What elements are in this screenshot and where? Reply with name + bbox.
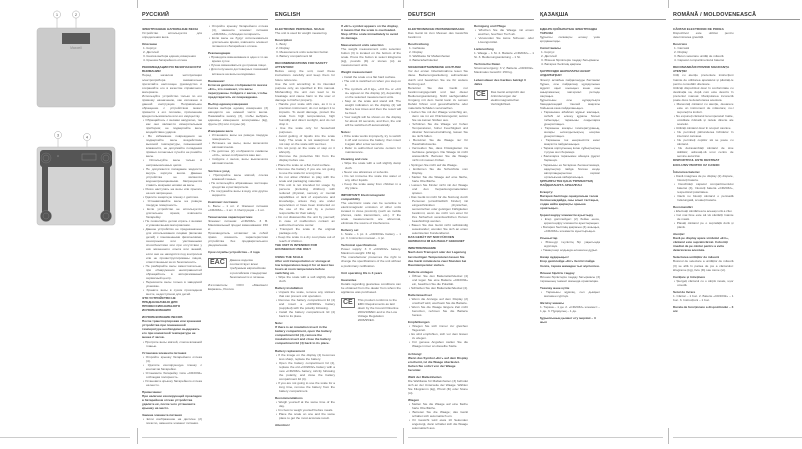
list-item: • Проводите взвешивание в одно и то же время суток. (209, 55, 268, 64)
list-item: • Не разбирайте весы самостоятельно, при обнаружении неисправностей обращайтесь в авторизованный сервисный центр. (143, 263, 202, 280)
list-item: • Не используйте абразивные чистящие средства и растворители. (209, 180, 268, 189)
list-item: 4. Battery compartment lid (276, 54, 313, 59)
section-heading: Measurement units selection (341, 43, 384, 48)
paragraph: Перед началом эксплуатации электроприбора внимательно прочитайте настоящее руководство и сохраняйте его в качестве справочного материала. (142, 73, 202, 94)
section-heading: Описание (142, 42, 158, 47)
list-item: • Установите весы на ровную твердую поверхность. (209, 133, 268, 142)
certification-text: Das Gerät entspricht den Anforderungen der elektromagnetischen Verträglichkeit. (490, 89, 526, 106)
list-item: • The symbols «0.0 kg», «0.0 lb» or «0.0 st» appear on the display (2), depending on the selected measurement units. (342, 86, 401, 99)
list-item: • Ihr Gewicht wird etwa 10 Sekunden angezeigt, dann schaltet sich die Waage automatisch aus. (409, 418, 468, 431)
section-heading: Delivery set (341, 228, 359, 233)
list-item: • Егер дисплейдегі (2) бейне өшсе, қоректендіру элементін ауыстырыңыз. (541, 217, 600, 226)
section-heading: Achtung! (408, 351, 422, 356)
paragraph: Электр аспабын пайдалануды бастамас бұрын, осы пайдалану нұсқаулығын мұқият оқып шығыңыз және оны анықтамалық материал ретінде сақтаңыз. (540, 77, 600, 98)
section-title: ENGLISH (275, 11, 401, 20)
paragraph: The manufacturer preserves the right to change the specifications of the unit without a preliminary notification. (341, 255, 401, 268)
section-heading: ИСПОЛЬЗОВАНИЕ ВЕСОВ (142, 315, 183, 320)
section-heading: Технические характеристики (208, 214, 253, 219)
list-item: 4. Крышка батарейного отсека (143, 58, 187, 63)
list-item: • Wenn die Anzeige auf dem Display (2) unscharf wird, wechseln Sie die Batterie. (409, 296, 468, 305)
list-item: • Never use abrasives or solvents. (342, 169, 389, 174)
list-item: • Таразыны тек өнеркәсіптік емес мақсатта пайдаланыңыз. (541, 138, 600, 147)
section-title: ҚАЗАҚША (540, 11, 666, 20)
list-item: • Step on the scale and stand still. The weight indication on the display (2) will flash a few times and then the result will be fixed. (342, 98, 401, 115)
list-item: • Лучше взвешиваться до приема пищи. (209, 63, 267, 68)
section-body (142, 24, 268, 432)
certification-mark (474, 90, 534, 106)
paragraph: Die Wahltaste für Maßeinheiten (3) befindet sich an der Unterseite der Waage. Wählen Sie Kilogramm (kg), Pfund (lb) oder Stone (st). (408, 378, 468, 395)
certification-mark (341, 298, 401, 322)
section-heading: Batteriewechsel (408, 292, 432, 297)
section-heading: Durata de funcționare a dispozitivului – 3 ani (673, 304, 734, 313)
list-item: 2. Display (409, 50, 423, 55)
paragraph: 1. Тараза – 1 дн. 2. «CR2032» элементі – 1 дн. 3. Нұсқаулық – 1 дн. (540, 304, 600, 313)
bold-notice: ЭТО УСТРОЙСТВО НЕ ПРЕДНАЗНАЧЕНО ДЛЯ ПРОФЕССИОНАЛЬНОГО ИСПОЛЬЗОВАНИЯ (142, 296, 181, 313)
paragraph: Құрылғыны осы нұсқаулықта баяндалғандай тікелей мақсаты бойынша ғана пайдаланыңыз. (540, 97, 600, 110)
paragraph: Power supply: 3 V «CR2032» battery. Maximum weight: 150 kg. (341, 247, 401, 256)
list-item: 1. Body (276, 42, 287, 47)
section-heading: IMPORTANT! Electromagnetic compatibility (341, 192, 386, 201)
list-item: • Если весы не будут использоваться длительное время, извлеките элемент питания из батарейного отсека. (209, 36, 268, 49)
list-item: • Keep the scale in a dry cool place out of reach of children. (276, 235, 335, 244)
page-divider (137, 0, 138, 8)
section-heading: Battery installation (275, 285, 303, 290)
section-heading: Setul de livrare (673, 289, 696, 294)
section-heading: Cleaning and care (341, 157, 368, 162)
certification-logo-icon: CE (476, 90, 486, 98)
paragraph: Производитель оставляет за собой право изменять характеристики устройства без предварительного уведомления. (208, 231, 268, 248)
page-divider (668, 428, 669, 444)
list-item: • Weigh yourself at the same time of the day. (276, 400, 335, 409)
section-heading: Замена элемента питания (142, 413, 182, 418)
list-item: • Schließen Sie den Batteriefachdeckel (4). (409, 285, 468, 290)
section-heading: Technische Daten (474, 62, 501, 67)
section-heading: Lieferumfang (474, 47, 494, 52)
list-item: • Utilizați cântarul doar în scopuri casnice. (674, 126, 732, 131)
list-item: • Устанавливайте весы на ровную твердую поверхность. (143, 198, 202, 207)
section-heading: Примечание: (142, 390, 162, 395)
list-item: • It is best to weigh yourself before meals. (276, 408, 334, 413)
list-item: • Протирайте весы мягкой, слегка влажной тканью. (209, 172, 268, 181)
section-heading: Өлшем бірлігін таңдау (540, 270, 575, 275)
paragraph: Utilizați dispozitivul doar în conformitate cu destinația sa, după cum este descris în prezentul manual. Manipularea incorectă poate duce la deteriorarea acestuia. (673, 85, 734, 102)
list-item: • Таразыны жұмсақ, сәл дымқыл матамен сүртіңіз. (541, 289, 600, 298)
page-divider (668, 0, 669, 8)
bold-notice: Nach dem Transport oder der Lagerung bei niedrigen Temperaturen lassen Sie das Gerät mindestens zwei Stunden bei Raumtemperatur stehen. (408, 250, 467, 267)
list-item: • Используйте весы только в непромышленных целях. (143, 158, 202, 167)
list-item: • Wiegen Sie sich immer zur gleichen Tageszeit. (409, 324, 468, 333)
page-divider (137, 428, 138, 444)
list-item: • Nu permiteți pătrunderea lichidelor în interiorul carcasei. (674, 130, 734, 139)
list-item: • Schützen Sie die Waage vor hohen Temperaturen, hoher Feuchtigkeit und direkter Sonneneinstrahlung, lassen Sie sie nicht fallen. (409, 122, 468, 139)
paragraph: Кнопка выбора единиц измерения (3) находится на нижней части весов. Нажимайте кнопку (3), чтобы выбрать единицы измерения: килограммы (kg), фунты (lb) или стоуны (st). (208, 105, 268, 127)
section-heading: Lebensdauer des Gerätes beträgt 3 Jahre (474, 77, 526, 86)
bold-notice: После транспортировки или хранения устройства при пониженной температуре необходимо выдержать его при комнатной температуре не менее 2 часов. (142, 319, 202, 340)
list-item: 3. Wahltaste für Maßeinheiten (409, 54, 451, 59)
section-heading: Recomandări (673, 204, 693, 209)
list-item: • Gehen Sie mit der Waage vorsichtig um, denn sie ist ein Präzisionsgerät; setzen Sie sie keinen Stößen aus. (409, 109, 468, 122)
page-footer-rule (673, 437, 802, 438)
list-item: • Обращайтесь с весами аккуратно, так как они являются измерительным прибором; не подвергайте весы воздействию ударов. (143, 117, 202, 135)
list-item: • Unpack the scale, remove any stickers that can prevent unit operation. (276, 289, 335, 298)
list-item: • Резко наступать на весы или прыгать на них запрещено. (143, 186, 202, 195)
brand-logo: Maxwell (70, 46, 82, 50)
section-heading: Note: (275, 321, 283, 326)
list-item: • Dacă nu folosiți cântarul o perioadă îndelungată, scoateți bateria. (674, 193, 734, 202)
list-item: • Remove the protective film from the display before use. (276, 154, 335, 163)
section-title: ROMÂNĂ / MOLDOVENEASCĂ (673, 11, 800, 20)
section-heading: ELECTRONIC PERSONAL SCALE (275, 27, 325, 31)
list-item: • Батарея бөлігінің қақпағын (4) ашыңыз, «CR2032» элементін ауыстырыңыз. (541, 225, 600, 234)
paragraph: 1. Waage – 1 St. 2. Batterie «CR2032» – 1 St. 3. Bedienungsanleitung – 1 St. (474, 51, 534, 60)
display-panel (62, 33, 90, 44)
list-item: 1. Carcasă (674, 46, 689, 51)
section-heading: SICHERHEITSHINWEISE ACHTUNG! (408, 65, 462, 70)
bold-notice: If «Err» symbol appears on the display, it means that the scale is overloaded. Step off the scale immediately to avoid its damage. (341, 24, 399, 41)
svg-text:1: 1 (55, 12, 59, 17)
section-russian (142, 11, 268, 433)
section-heading: Ұсыныстар (540, 236, 558, 241)
section-heading: ҚАУІПСІЗДІК ШАРАЛАРЫ НАЗАР АУДАРЫҢЫЗ! (540, 69, 591, 78)
list-item: • Keep the scale away from children in a dry place. (342, 181, 401, 190)
list-item: 1. Gehäuse (409, 46, 425, 51)
paragraph: Устройство используется для определения веса. (142, 31, 202, 40)
list-item: • If the scale works improperly, try to switch it off and remove the battery, then insert it again after a few seconds. (342, 134, 401, 147)
section-heading: ELEKTRONISCHE PERSONENWAAGE (408, 27, 465, 31)
list-item: • Öffnen Sie den Batteriefachdeckel (4) und legen Sie eine Batterie «CR2032» ein, beachten Sie die Polarität. (409, 273, 468, 286)
list-item: • Use the scale only for household purposes. (276, 126, 335, 135)
list-item: • Benutzen Sie die Waage nur für Haushaltszwecke. (409, 138, 468, 147)
list-item: • Stellen Sie die Waage auf eine flache harte Oberfläche. (409, 402, 468, 411)
section-english (275, 11, 401, 433)
section-heading: РЕКОМЕНДАЦИИ ПО БЕЗОПАСНОСТИ ВНИМАНИЕ! (142, 65, 201, 74)
section-title: РУССКИЙ (142, 11, 268, 20)
list-item: • Встаньте на весы, весы включатся автоматически. (209, 141, 268, 150)
section-heading: Description (275, 38, 293, 43)
section-heading: Комплект поставки (208, 199, 238, 204)
list-item: • Vermeiden Sie, dass Flüssigkeiten ins Gehäuse gelangen. Die Waage ist nicht wasserdicht. Betreten Sie die Waage nicht mit nassen Füßen. (409, 146, 468, 163)
unit-button (57, 155, 59, 157)
bold-notice: Dacă pe display apare simbolul «Err», cântarul este supraîncărcat. Coborâți imediat de pe cântar pentru a evita deteriorarea acestuia. (673, 236, 729, 253)
certification-mark (208, 258, 268, 278)
section-heading: Atenție! (673, 232, 685, 237)
list-item: • Stellen Sie die Waage auf eine flache, harte Oberfläche. (409, 174, 468, 183)
list-item: • If the image on the display (2) becomes less sharp, replace the battery. (276, 352, 335, 361)
paragraph: The weight measurement units selection button (3) is located on the bottom of the scale. Press the button to select kilograms (kg), pounds (lb) or stones (st) as measurement units. (341, 47, 401, 68)
section-heading: Құрылғының қызмет ету мерзімі – 3 жыл (540, 316, 596, 325)
certification-logo-icon: CE (343, 298, 353, 306)
section-heading: Empfehlungen (408, 320, 430, 325)
list-item: • The unit is switched on when you step on it. (342, 78, 401, 87)
list-item: • If you are not going to use the scale for a long time, remove the battery from the battery compartment. (276, 380, 335, 393)
bold-notice: Wenn das Symbol «Err» auf dem Display erscheint, ist die Waage überlastet. Gehen Sie sofort von der Waage herunter. (408, 355, 468, 372)
section-heading: Измерение веса (208, 129, 233, 134)
paragraph: Benutzen Sie das Gerät nur bestimmungsgemäß und laut dieser Bedienungsanleitung. Nicht sachgemäßer Umgang mit dem Gerät kann zu seinem Defekt führen und gesundheitliche oder materielle Schäden verursachen. (408, 85, 468, 110)
list-item: • Таразыны жоғары температураның, жоғары ылғалдылықтың әсеріне ұшыратпаңыз. (541, 126, 600, 139)
paragraph: Before using the unit, read these instructions carefully and keep them for future reference. (275, 69, 335, 82)
list-item: • Данное устройство не предназначено для использования лицами (включая детей) с пониженными физическими, сенсорными или умственными способностями или при отсутствии у них жизненного опыта или знаний, если они не находятся под контролем или не проинструктированы лицом, ответственным за их безопасность. (143, 227, 202, 264)
page-footer-rule (408, 437, 663, 438)
paragraph: Use the unit according to its intended purpose only, as specified in this manual. Mishandling the unit can lead to its breakage and cause harm to the user or damage to his/her property. (275, 81, 335, 102)
list-item: • Entfernen Sie die Schutzfolie vom Display. (409, 166, 468, 175)
page-divider (403, 0, 404, 8)
product-illustration-page (0, 0, 137, 444)
bold-notice: THE UNIT IS INTENDED FOR HOUSEHOLD USE ONLY (275, 243, 318, 252)
page-divider (403, 428, 404, 444)
list-item: 3. Өлшем бірліктерін таңдау батырмасы (541, 58, 599, 63)
paragraph: 1. Cântar – 1 buc. 2. Baterie «CR2032» – 1 buc. 3. Instrucțiuni – 1 buc. (673, 293, 734, 302)
scale-top-view (37, 28, 115, 107)
list-item: • Do not disassemble the unit by yourself; in case of malfunction contact an authorized service center. (276, 215, 335, 228)
section-heading: RECOMMENDATIONS FOR SAFETY ATTENTION! (275, 61, 328, 70)
list-item: • Your weight will be shown on the display for about 10 seconds, and then, the unit will be switched off automatically. (342, 114, 401, 128)
section-body (540, 24, 666, 432)
list-item: • Es wird empfohlen, sich vor dem Essen zu wiegen. (409, 332, 468, 341)
list-item: • Remove the battery if you are not going to use the scale for a long time. (276, 166, 335, 175)
section-romanian (673, 11, 800, 433)
list-item: • Wipe the scale with a soft slightly damp cloth. (342, 161, 401, 170)
section-heading: Beschreibung (408, 42, 429, 47)
scale-bottom-view (37, 147, 115, 225)
section-heading: Рекомендации (208, 51, 231, 56)
bold-notice: DISPOZITIVUL ESTE DESTINAT EXCLUSIV PENTRU UZ CASNIC (673, 158, 720, 167)
list-item: • Удалите защитную пленку с дисплея. (143, 194, 199, 199)
section-heading: Срок службы устройства – 3 года (208, 250, 260, 255)
bold-notice: If there is an insulation insert in the battery compartment, open the battery compartment lid (4), remove the insulation insert and close the battery compartment lid (4) back to its place. (275, 325, 332, 346)
section-kazakh (540, 11, 666, 433)
list-item: 4. Batteriefachdeckel (409, 58, 438, 63)
list-item: • Wischen Sie die Waage mit einem weichen, feuchten Tuch ab. (475, 28, 534, 37)
list-item: • Сойдите с весов, весы выключатся автоматически. (209, 157, 268, 166)
list-item: • Für genaue Angaben stellen Sie die Waage immer an dieselbe Stelle. (409, 340, 468, 349)
paragraph: Изготовитель: ООО «Максвелл Евразия», Россия. (208, 282, 268, 291)
list-item: • Если устройство не используется длительное время, извлеките батарейку. (143, 207, 202, 220)
section-heading: Ескерту: (540, 189, 554, 194)
section-heading: Reinigung und Pflege (474, 24, 506, 28)
list-item: • Transport the scale in the original package only. (276, 227, 335, 236)
bold-notice: Егер дисплейде «Err» белгісі пайда болса, тараза шамадан тыс жүктелген. (540, 259, 600, 268)
list-item: • Удалите изолирующую пленку с контактов батарейки. (143, 362, 202, 371)
section-heading: Battery replacement (275, 348, 305, 353)
section-heading: Technical specifications (341, 243, 377, 248)
section-heading: Recommendations (275, 396, 303, 401)
list-item: • Open the battery compartment lid (4), replace the old «CR2032» battery with a new «CR2032» battery, strictly following the polarity, and close the battery compartment lid (4). (276, 360, 335, 381)
section-heading: Сипаттамасы (540, 46, 561, 51)
list-item: 2. Дисплей (541, 54, 557, 59)
list-item: • Откройте крышку батарейного отсека (4). (143, 354, 202, 363)
bold-notice: При наличии изолирующей прокладки в батарейном отсеке устройства удалите её, после чего установите крышку на место. (142, 394, 202, 411)
section-heading: Curățare și întreținere (673, 274, 706, 279)
paragraph: 1. Scale – 1 pc. 2. «CR2032» battery – 1 pc. 3. Instruction manual – 1 pc. (341, 232, 401, 241)
list-item: • Dacă imaginea de pe display (2) dispare, înlocuiți bateria. (674, 173, 734, 182)
list-item: 4. Capacul compartimentului bateriei (674, 58, 725, 63)
list-item: • Таразыны өз бетіңізше бөлшектемеңіз, ақаулықтар пайда болған кезде авторландырылған сервис орталығына хабарласыңыз. (541, 162, 600, 179)
list-item: 2. Display (674, 50, 688, 55)
list-item: • На дисплее (2) отобразятся символы «0.0», затем отобразится ваш вес. (209, 149, 268, 158)
section-heading: USING THE SCALE (275, 254, 304, 259)
list-item: 2. Дисплей (143, 50, 159, 55)
svg-text:4: 4 (85, 134, 89, 140)
section-heading: Қоректендіру элементін ауыстыру (540, 213, 594, 218)
list-item: • Do not jump on the scale or step on it abruptly. (276, 146, 335, 155)
list-item: • Не погружайте весы в воду или другие жидкости. (209, 188, 268, 197)
certification-logo-icon: EAC (210, 259, 225, 267)
certification-text: This product conforms to the EMC Requirements as laid down by the Council Directive 2004/108/EC and to the Low Voltage Regulation 2006/95/EC. (357, 297, 399, 323)
paragraph: Элемент питания: «CR2032» 3 В. Максимальный предел взвешивания: 150 кг. (208, 219, 268, 232)
section-heading: Weight measurement (341, 70, 373, 75)
section-heading: Batterie einlegen (408, 269, 433, 274)
list-item: • Install the battery compartment lid (4) back to its place. (276, 310, 335, 319)
list-item: • Балаларға таразымен ойнауға рұқсат бермеңіз. (541, 154, 600, 163)
section-heading: ЕДЕНГЕ ҚОЙЫЛАТЫН ЭЛЕКТРОНДЫ ТАРАЗЫ (540, 27, 598, 36)
section-heading: Жеткізу жинағы (540, 300, 565, 305)
section-title: DEUTSCH (408, 11, 534, 20)
page-footer-rule (142, 437, 397, 438)
list-item: • Manevrați cântarul cu atenție, deoarece este un instrument de măsurare; nu-l supuneți la lovituri. (674, 101, 734, 114)
list-item: • Өлшеуді тәуліктің бір уақытында жүргізіңіз. (541, 240, 600, 249)
list-item: • This unit is not intended for usage by persons (including children) with reduced physical, sensory or mental capabilities or lack of experience and knowledge, unless they are under supervision or have been instructed on the use of the unit by a person responsible for their safety. (276, 182, 335, 216)
list-item: • Plasați cântarul pe o suprafață dură și plană. (674, 221, 734, 230)
bold-notice: Батарея бөлігінде оқшаулағыш төсем болған жағдайда, оны алып тастаңыз, содан кейін қақпақты орнына орнатыңыз. (540, 193, 600, 210)
paragraph: Используйте устройство только по его прямому назначению, как изложено в данной инструкции. Неправильное обращение с устройством может привести к его поломке, причинению вреда пользователю или его имуществу. (142, 93, 202, 118)
section-heading: INBETRIEBNAHME (408, 246, 437, 251)
section-heading: Назар аударыңыз! (540, 255, 569, 260)
list-item: 4. Батарея бөлігінің қақпағы (541, 62, 582, 67)
list-item: • Если изображение на дисплее (2) погасло, замените элемент питания. (143, 417, 202, 426)
section-heading: Descriere (673, 42, 688, 47)
list-item: • Во избежание повреждения не подвергайте весы воздействию высокой температуры, повышенной влажности, не допускайте попадания прямых солнечных лучей и не роняйте весы. (143, 134, 202, 159)
paragraph: Das Gerät ist zum Messen des Gewichts bestimmt. (408, 31, 468, 40)
section-heading: Unit operating life is 3 years (341, 270, 383, 275)
paragraph: Өлшем бірліктерін таңдау батырмасы (3) таразының төменгі жағында орналасқан. (540, 274, 600, 283)
section-body (275, 24, 401, 432)
list-item: • Не допускается попадание жидкости внутрь корпуса весов. Данные устройства не являются водонепроницаемыми. Запрещается ставить мокрыми ногами на весы. (143, 166, 202, 187)
section-heading: Wahl der Maßeinheiten (408, 374, 442, 379)
section-heading: Guarantee (341, 277, 357, 282)
list-item: • Wenn Sie die Waage längere Zeit nicht benutzen, nehmen Sie die Batterie heraus. (409, 305, 468, 318)
section-body (673, 24, 800, 432)
section-heading: Attention! (275, 423, 290, 428)
paragraph: The electronic scale can be sensitive to electromagnetic emission of other units located in close proximity (such as mobile phones, radio transmitters, etc.). If the scale measurements are abnormal, eliminate the source of interference. (341, 200, 401, 226)
list-item: • Установите батарейку типа «CR2032» соблюдая полярность. (143, 370, 202, 379)
list-item: 1. Корпус (143, 46, 157, 51)
list-item: • Deschideți capacul compartimentului bateriei (4), înlocuiți bateria «CR2032», respectând polaritatea. (674, 181, 734, 194)
section-heading: Выбор единиц измерения (208, 101, 249, 106)
list-item: • Springen Sie nicht auf die Waage. (409, 162, 458, 167)
list-item: • Таразымен абайлап жұмыс жасаңыз, себебі ол өлшеу құралы болып табылады; таразыны соққыларға ұшыратпаңыз. (541, 109, 600, 127)
svg-text:3: 3 (56, 132, 60, 138)
list-item: 3. Measurement units selection button (276, 50, 329, 55)
list-item: • Handle your scale with care, as it is a precision instrument; do not subject it to impacts. To avoid damage, protect the scale from high temperatures, high humidity and direct sunlight, and do not drop it. (276, 101, 335, 127)
section-heading: Notes: (341, 130, 351, 135)
page-footer-rule (0, 437, 130, 438)
paragraph: Details regarding guarantee conditions can be obtained from the dealer from whom the appliance was purchased. (341, 281, 401, 294)
list-item: • Ștergeți cântarul cu o cârpă moale, ușor umedă. (674, 278, 734, 287)
section-heading: Wiegen (408, 397, 419, 402)
list-item: • Do not allow children to play with the scale and packaging materials. (276, 174, 335, 183)
section-heading: Внимание! (208, 78, 225, 83)
list-item: • Betreten Sie die Waage; das Gerät schaltet sich automatisch ein. (409, 410, 468, 419)
list-item: • Nu expuneți cântarul la temperaturi înalte, umiditate ridicată și razele directe ale soarelui. (674, 113, 734, 127)
scale-diagram (0, 0, 137, 444)
svg-text:2: 2 (74, 12, 78, 17)
certification-text: Данное изделие соответствует всем требуемым европейским и российским стандартам безопасности и гигиены. (229, 258, 267, 279)
list-item: • Avoid getting of liquids into the scale body. The scale is not waterproof. Do not step on the scale with wet feet. (276, 134, 335, 147)
list-item: • Verwenden Sie keine Scheuer- oder Lösungsmittel. (475, 36, 534, 45)
list-item: • Efectuați cântărirea la aceeași oră a zilei. (674, 208, 733, 213)
list-item: 2. Display (276, 46, 290, 51)
section-heading: CÂNTAR ELECTRONIC DE PODEA (673, 27, 724, 31)
paragraph: Vor der ersten Inbetriebnahme lesen Sie diese Bedienungsanleitung aufmerksam durch und bewahren Sie sie für weitere Nutzung auf. (408, 69, 468, 86)
section-heading: RECOMANDĂRI PRIVIND SIGURANȚA ATENȚIE! (673, 65, 730, 74)
list-item: • Bauen Sie das Gerät nicht selbständig auseinander; wenden Sie sich an einen autorisierten Kundendienst. (409, 223, 468, 236)
bold-notice: After unit transportation or storage at low temperatures keep it for at least two hours at room temperature before switching on. (275, 258, 334, 275)
paragraph: The unit is used for weight measuring. (275, 31, 328, 36)
paragraph: Citiți cu atenție prezentele instrucțiuni înainte de utilizarea aparatului și păstrați-le pentru consultări ulterioare. (673, 73, 734, 86)
paragraph: 1. Весы – 1 шт. 2. Элемент питания «CR2032» – 1 шт. 3. Инструкция – 1 шт. (208, 203, 268, 212)
section-heading: Чистка и уход (208, 168, 230, 173)
section-heading: Selectarea unităților de măsură (673, 255, 719, 260)
list-item: • Place the scale on one and the same place to get the most accurate result. (276, 412, 335, 421)
list-item: • Nu dezasamblați cântarul de sine stătător; adresați-vă unui centru de service autorizat. (674, 146, 734, 159)
section-heading: ЭЛЕКТРОННЫЕ НАПОЛЬНЫЕ ВЕСЫ (142, 27, 199, 31)
list-item: • Тараза корпусының ішіне сұйықтықтың түсуіне жол бермеңіз. (541, 146, 600, 155)
list-item: • Refer to authorized service centers for maintenance. (342, 146, 401, 155)
list-item: • Place the scale on a flat, hard surface. (276, 162, 331, 167)
list-item: 1. Корпус (541, 50, 555, 55)
bold-notice: DAS GERÄT IST NUR FÜR DEN GEBRAUCH IM HAUSHALT GEEIGNET (408, 235, 465, 244)
section-heading: Înlocuirea bateriei (673, 169, 700, 174)
paragraph: Stromversorgung: 3 V, Batterie «CR2032». Maximales Gewicht: 150 kg. (474, 66, 534, 75)
paragraph: Dispozitivul este utilizat pentru determinarea greutății. (673, 31, 734, 40)
paragraph: Butonul de selectare a unităților de măsură (3) se află în partea de jos a cântarului: kilograme (kg), livre (lb) sau stone (st). (673, 259, 734, 272)
list-item: 3. Кнопка выбора единиц измерения (143, 54, 196, 59)
section-heading: Установка элемента питания (142, 350, 187, 355)
bold-notice: ҚҰРЫЛҒЫ ТЕК ҚАНА ТҰРМЫСТЫҚ ПАЙДАЛАНУҒА АРНАЛҒАН (540, 178, 593, 187)
paragraph: Құрылғы салмақты өлшеу үшін қолданылады. (540, 35, 600, 44)
section-body (408, 24, 534, 432)
list-item: • Lassen Sie Kinder nicht mit der Waage und den Verpackungsmaterialien spielen. (409, 182, 468, 195)
section-german (408, 11, 534, 433)
list-item: • Протрите весы мягкой, слегка влажной тканью. (143, 339, 202, 348)
bold-notice: Если на дисплее отображается значок «Err», это означает, что весы перегружены. Сойдите с весов, чтобы предотвратить их повреждение. (208, 82, 268, 99)
list-item: • Тамақ ішер алдында өлшенген дұрыс. (541, 248, 599, 253)
list-item: • Remove the battery compartment lid (4) and insert a «CR2032» battery (supplied) with the polarity following. (276, 298, 335, 311)
list-item: • Cel mai bine este să vă cântăriți înainte de masă. (674, 213, 734, 222)
list-item: • Wipe the scale with a soft slightly damp cloth. (276, 274, 335, 283)
list-item: • Install the scale on a flat hard surface. (342, 74, 397, 79)
section-heading: Тазалау және күтім (540, 285, 570, 290)
list-item: • Das Gerät ist nicht für die Nutzung durch Personen (einschließlich Kinder) mit eingeschränkten physischen, sensorischen oder geistigen Fähigkeiten bestimmt, wenn sie nicht von einer für ihre Sicherheit verantwortlichen Person beaufsichtigt werden. (409, 194, 468, 224)
list-item: • Не позволяйте детям играть с весами и упаковочными материалами. (143, 219, 202, 228)
list-item: • Храните весы в сухом прохладном месте, недоступном для детей. (143, 287, 202, 296)
list-item: • Установите крышку батарейного отсека на место. (143, 378, 202, 387)
list-item: • Для получения достоверных показаний встаньте на весы неподвижно. (209, 67, 268, 76)
list-item: • Do not immerse the scale into water or any other liquids. (342, 173, 401, 182)
list-item: • Nu permiteți copiilor să se joace cu cântarul. (674, 138, 734, 147)
list-item: 3. Buton selectare unități de măsură (674, 54, 724, 59)
list-item: • Откройте крышку батарейного отсека (4), замените элемент питания «CR2032», соблюдая полярность. (209, 24, 268, 37)
list-item: • Перевозите весы только в заводской упаковке. (143, 279, 202, 288)
